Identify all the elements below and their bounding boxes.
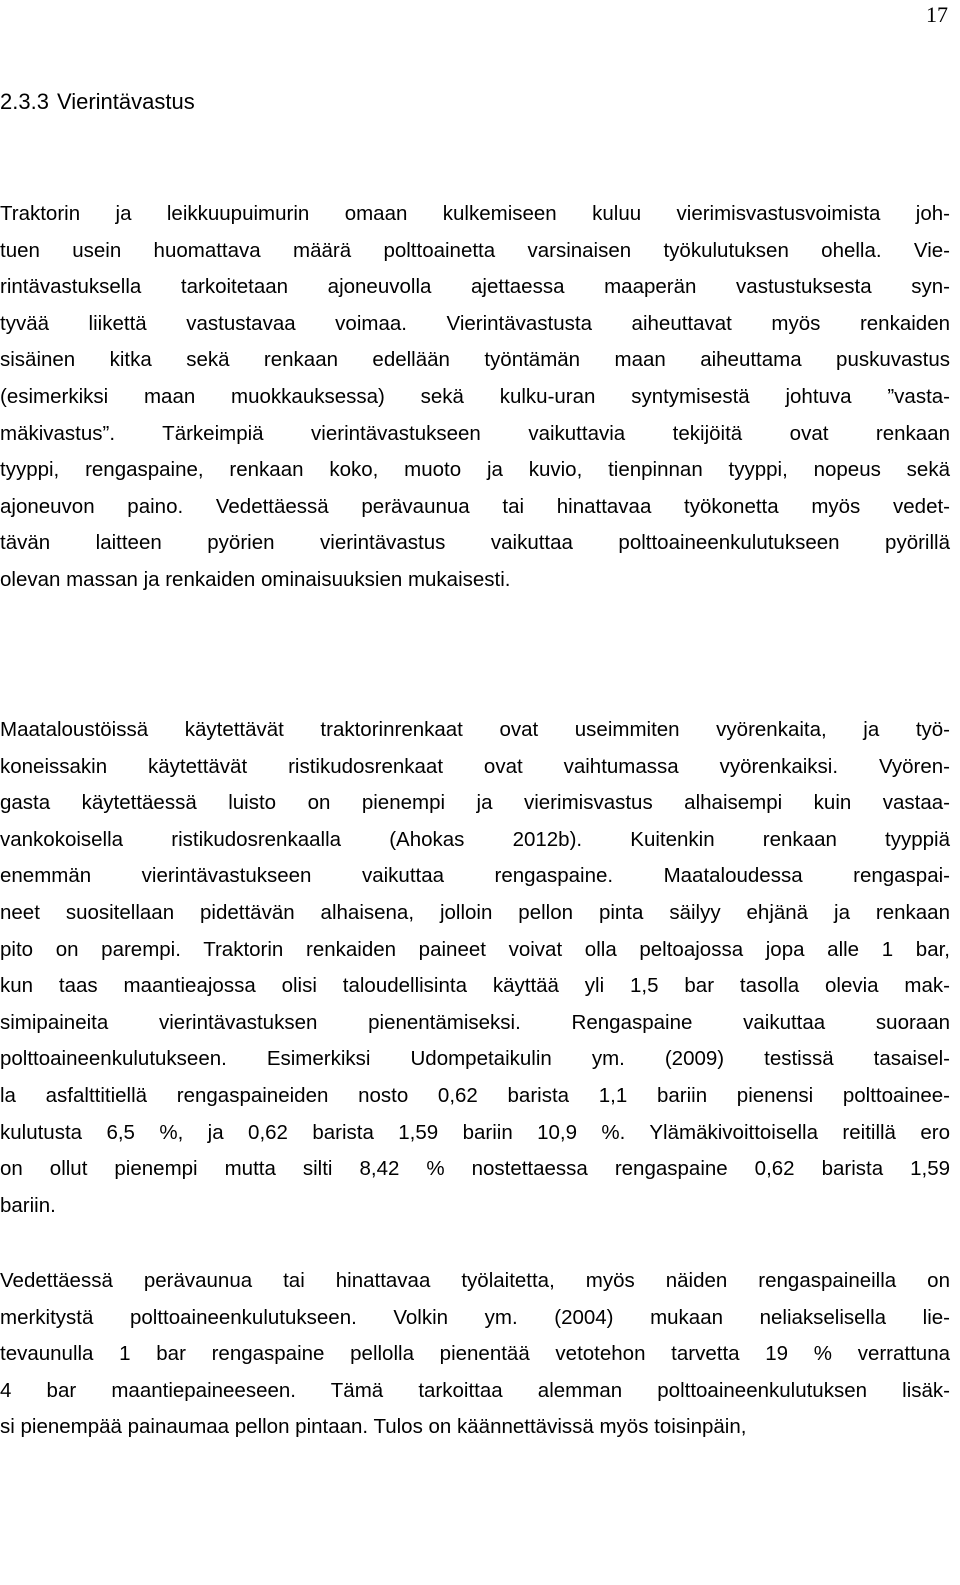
text-line: (esimerkiksi maan muokkauksessa) sekä kulku-uran syntymisestä johtuva ”vasta- [0,384,950,408]
text-line: tyyppi, rengaspaine, renkaan koko, muoto ja kuvio, tienpinnan tyyppi, nopeus sekä [0,458,950,482]
text-line: pito on parempi. Traktorin renkaiden paineet voivat olla peltoajossa jopa alle 1 bar, [0,937,950,961]
text-line: la asfalttitiellä rengaspaineiden nosto 0,62 barista 1,1 bariin pienensi polttoainee- [0,1083,950,1107]
paragraph-2 [0,712,950,1224]
section-heading [0,86,195,118]
text-line: enemmän vierintävastukseen vaikuttaa rengaspaine. Maataloudessa rengaspai- [0,864,950,888]
text-line: tevaunulla 1 bar rengaspaine pellolla pienentää vetotehon tarvetta 19 % verrattuna [0,1342,950,1366]
page-number: 17 [926,2,948,27]
text-line: 4 bar maantiepaineeseen. Tämä tarkoittaa alemman polttoaineenkulutuksen lisäk- [0,1378,950,1402]
text-line: on ollut pienempi mutta silti 8,42 % nostettaessa rengaspaine 0,62 barista 1,59 [0,1157,950,1181]
text-line: sisäinen kitka sekä renkaan edellään työntämän maan aiheuttama puskuvastus [0,348,950,372]
text-line: kulutusta 6,5 %, ja 0,62 barista 1,59 bariin 10,9 %. Ylämäkivoittoisella reitillä ero [0,1120,950,1144]
text-line: koneissakin käytettävät ristikudosrenkaat ovat vaihtumassa vyörenkaiksi. Vyören- [0,754,950,778]
text-line: gasta käytettäessä luisto on pienempi ja vierimisvastus alhaisempi kuin vastaa- [0,791,950,815]
text-line: si pienempää painaumaa pellon pintaan. Tulos on käännettävissä myös toisinpäin, [0,1415,747,1439]
text-line: Traktorin ja leikkuupuimurin omaan kulkemiseen kuluu vierimisvastusvoimista joh- [0,202,950,225]
paragraph-1 [0,196,950,599]
text-line: rintävastuksella tarkoitetaan ajoneuvolla ajettaessa maaperän vastustuksesta syn- [0,275,950,299]
text-line: vankokoisella ristikudosrenkaalla (Ahokas 2012b). Kuitenkin renkaan tyyppiä [0,827,950,851]
text-line: olevan massan ja renkaiden ominaisuuksien mukaisesti. [0,567,511,591]
text-line: tyvää liikettä vastustavaa voimaa. Vierintävastusta aiheuttavat myös renkaiden [0,311,950,335]
text-line: ajoneuvon paino. Vedettäessä perävaunua tai hinattavaa työkonetta myös vedet- [0,494,950,518]
section-title: Vierintävastus [56,89,195,114]
text-line: polttoaineenkulutukseen. Esimerkiksi Udompetaikulin ym. (2009) testissä tasaisel- [0,1047,950,1071]
text-line: Maataloustöissä käytettävät traktorinrenkaat ovat useimmiten vyörenkaita, ja työ- [0,718,950,741]
text-line: tuen usein huomattava määrä polttoainetta varsinaisen työkulutuksen ohella. Vie- [0,238,950,262]
text-line: Vedettäessä perävaunua tai hinattavaa työlaitetta, myös näiden rengaspaineilla on [0,1269,950,1292]
paragraph-3 [0,1263,950,1446]
text-line: mäkivastus”. Tärkeimpiä vierintävastukseen vaikuttavia tekijöitä ovat renkaan [0,421,950,445]
text-line: bariin. [0,1193,56,1217]
text-line: neet suositellaan pidettävän alhaisena, jolloin pellon pinta säilyy ehjänä ja renkaan [0,900,950,924]
section-number: 2.3.3 [0,89,49,114]
text-line: merkitystä polttoaineenkulutukseen. Volkin ym. (2004) mukaan neliakselisella lie- [0,1305,950,1329]
text-line: simipaineita vierintävastuksen pienentämiseksi. Rengaspaine vaikuttaa suoraan [0,1010,950,1034]
text-line: kun taas maantieajossa olisi taloudellisinta käyttää yli 1,5 bar tasolla olevia mak- [0,974,950,998]
text-line: tävän laitteen pyörien vierintävastus vaikuttaa polttoaineenkulutukseen pyörillä [0,531,950,555]
